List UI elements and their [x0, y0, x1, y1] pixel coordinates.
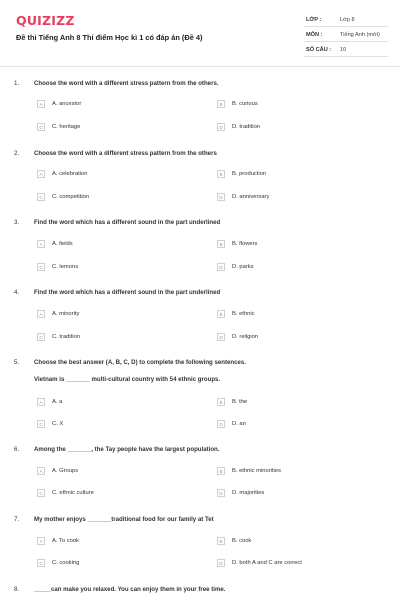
meta-value: Lớp 8 — [340, 17, 355, 23]
answer-option[interactable] — [37, 309, 79, 319]
option-label: D. tradition — [232, 124, 261, 130]
question-number: 4. — [14, 289, 20, 296]
meta-row-class — [304, 12, 388, 27]
option-letter-box: C — [37, 333, 45, 341]
question-number: 3. — [14, 219, 20, 226]
option-letter-box: C — [37, 193, 45, 201]
answer-option[interactable] — [37, 169, 87, 179]
option-letter-box: A — [37, 398, 45, 406]
option-letter-box: D — [217, 123, 225, 131]
answer-option[interactable] — [37, 558, 79, 568]
answer-option[interactable] — [217, 536, 251, 546]
meta-row-subject — [304, 27, 388, 42]
option-letter-box: B — [217, 170, 225, 178]
question-text: Find the word which has a different sound in the part underlined — [34, 219, 221, 226]
answer-option[interactable] — [37, 239, 73, 249]
answer-option[interactable] — [217, 192, 269, 202]
option-label: C. competition — [52, 194, 90, 200]
option-label: C. cooking — [52, 560, 80, 566]
answer-option[interactable] — [217, 239, 257, 249]
question-text: Choose the word with a different stress pattern from the others. — [34, 80, 219, 87]
question-text: Among the _______, the Tay people have the largest population. — [34, 446, 220, 453]
answer-option[interactable] — [217, 397, 247, 407]
option-label: C. tradition — [52, 334, 81, 340]
option-label: A. fields — [52, 241, 73, 247]
answer-option[interactable] — [37, 488, 94, 498]
option-label: D. anniversary — [232, 194, 270, 200]
option-label: D. both A and C are correct — [232, 560, 302, 566]
option-label: A. ancestor — [52, 101, 82, 107]
answer-option[interactable] — [217, 558, 302, 568]
meta-row-count — [304, 42, 388, 57]
answer-option[interactable] — [217, 488, 264, 498]
option-letter-box: A — [37, 100, 45, 108]
option-letter-box: B — [217, 240, 225, 248]
option-label: B. ethnic — [232, 311, 255, 317]
option-letter-box: D — [217, 193, 225, 201]
quizizz-logo: QUIZIZZ — [16, 13, 75, 28]
answer-option[interactable] — [217, 262, 254, 272]
answer-option[interactable] — [217, 332, 258, 342]
question-number: 8. — [14, 586, 20, 593]
answer-option[interactable] — [37, 536, 79, 546]
option-letter-box: B — [217, 537, 225, 545]
option-label: B. flowers — [232, 241, 258, 247]
option-letter-box: C — [37, 559, 45, 567]
question-number: 6. — [14, 446, 20, 453]
option-letter-box: B — [217, 310, 225, 318]
option-letter-box: C — [37, 263, 45, 271]
meta-label: MÔN : — [306, 32, 323, 38]
option-letter-box: C — [37, 420, 45, 428]
answer-option[interactable] — [37, 466, 78, 476]
option-letter-box: D — [217, 333, 225, 341]
question-number: 2. — [14, 150, 20, 157]
question-text: My mother enjoys _______traditional food for our family at Tet — [34, 516, 214, 523]
option-label: B. the — [232, 399, 248, 405]
answer-option[interactable] — [217, 122, 260, 132]
header-divider — [0, 66, 400, 67]
option-label: A. celebration — [52, 171, 88, 177]
answer-option[interactable] — [37, 99, 81, 109]
option-label: C. heritage — [52, 124, 81, 130]
answer-option[interactable] — [217, 169, 266, 179]
question-number: 7. — [14, 516, 20, 523]
question-number: 1. — [14, 80, 20, 87]
question-text: Choose the best answer (A, B, C, D) to complete the following sentences. — [34, 359, 246, 366]
option-letter-box: A — [37, 240, 45, 248]
question-text: Find the word which has a different sound in the part underlined — [34, 289, 221, 296]
option-label: A. a — [52, 399, 63, 405]
option-label: B. cook — [232, 538, 252, 544]
option-label: C. lemons — [52, 264, 79, 270]
option-letter-box: D — [217, 263, 225, 271]
option-label: D. an — [232, 421, 246, 427]
question-text: _____can make you relaxed. You can enjoy them in your free time. — [34, 586, 226, 593]
meta-value: Tiếng Anh (mới) — [340, 32, 380, 38]
meta-label: LỚP : — [306, 17, 322, 23]
worksheet-header — [0, 0, 400, 66]
option-label: B. production — [232, 171, 267, 177]
question-number: 5. — [14, 359, 20, 366]
option-label: B. ethnic minorities — [232, 468, 281, 474]
option-label: A. To cook — [52, 538, 79, 544]
answer-option[interactable] — [37, 397, 62, 407]
option-letter-box: B — [217, 467, 225, 475]
option-letter-box: C — [37, 123, 45, 131]
answer-option[interactable] — [37, 122, 80, 132]
answer-option[interactable] — [37, 419, 63, 429]
option-letter-box: D — [217, 559, 225, 567]
option-letter-box: A — [37, 310, 45, 318]
option-label: A. minority — [52, 311, 80, 317]
answer-option[interactable] — [217, 309, 255, 319]
option-letter-box: A — [37, 170, 45, 178]
answer-option[interactable] — [217, 466, 281, 476]
question-text: Choose the word with a different stress pattern from the others — [34, 150, 217, 157]
option-label: C. X — [52, 421, 64, 427]
option-label: A. Groups — [52, 468, 79, 474]
answer-option[interactable] — [217, 419, 246, 429]
option-letter-box: D — [217, 420, 225, 428]
option-letter-box: C — [37, 489, 45, 497]
worksheet-meta — [304, 12, 388, 57]
option-letter-box: B — [217, 100, 225, 108]
option-label: D. religion — [232, 334, 259, 340]
option-label: D. majorities — [232, 490, 265, 496]
answer-option[interactable] — [217, 99, 258, 109]
option-letter-box: A — [37, 467, 45, 475]
option-label: C. ethnic culture — [52, 490, 94, 496]
option-letter-box: A — [37, 537, 45, 545]
answer-option[interactable] — [37, 262, 78, 272]
option-label: B. curious — [232, 101, 258, 107]
meta-value: 10 — [340, 47, 347, 53]
answer-option[interactable] — [37, 192, 89, 202]
question-subtext: Vietnam is _______ multi-cultural country with 54 ethnic groups. — [34, 376, 221, 383]
worksheet-title: Đề thi Tiếng Anh 8 Thí điểm Học kì 1 có đáp án (Đề 4) — [16, 33, 203, 42]
option-label: D. parks — [232, 264, 254, 270]
option-letter-box: D — [217, 489, 225, 497]
answer-option[interactable] — [37, 332, 80, 342]
meta-label: SỐ CÂU : — [306, 47, 332, 53]
option-letter-box: B — [217, 398, 225, 406]
